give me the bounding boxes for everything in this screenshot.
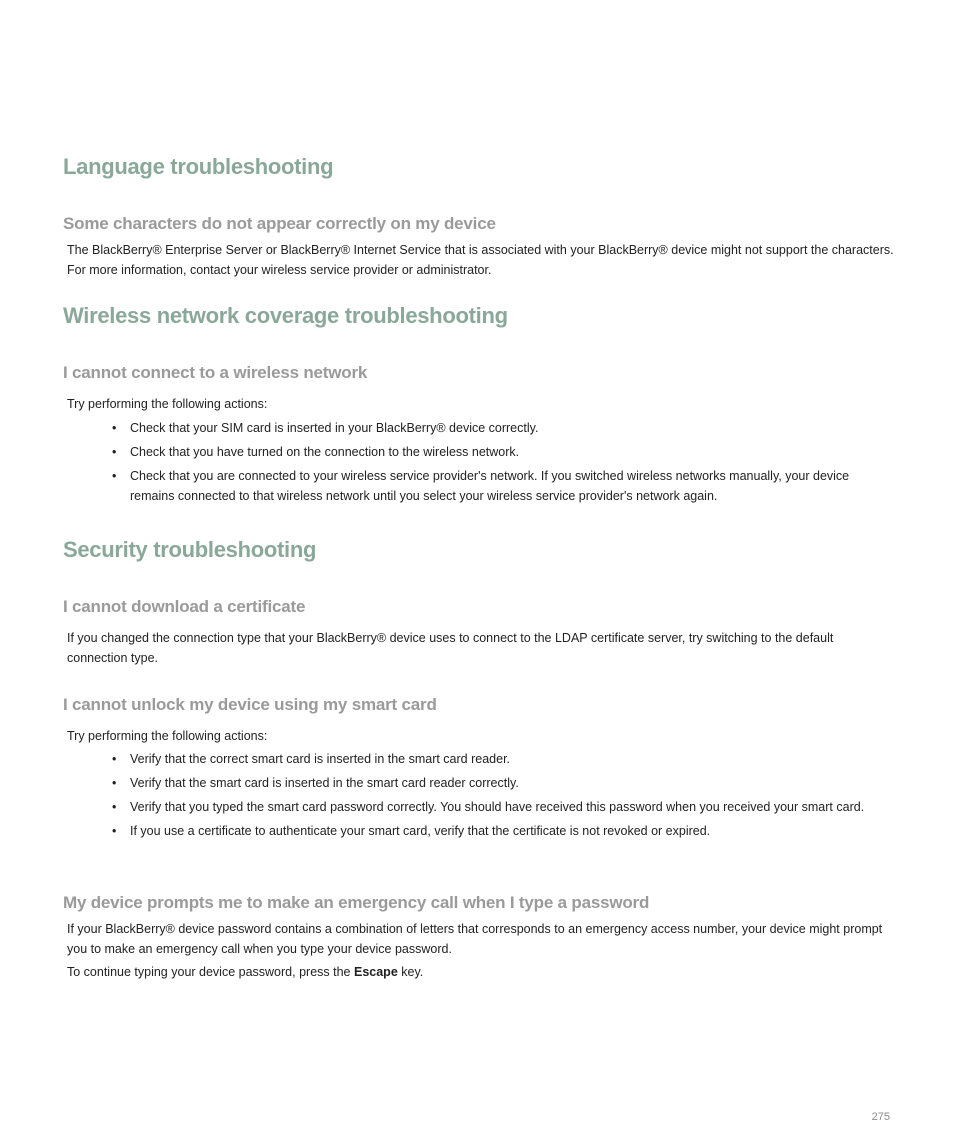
bullet-icon: • [112, 824, 117, 838]
bullet-icon: • [112, 421, 117, 435]
list-item-text: If you use a certificate to authenticate your smart card, verify that the certificate is not revoked or expired. [130, 824, 711, 838]
page-number: 275 [871, 1111, 890, 1123]
list-item [112, 822, 897, 842]
escape-text-before: To continue typing your device password, press the [67, 965, 351, 979]
list-item [112, 750, 897, 770]
list-item-text: Verify that you typed the smart card password correctly. You should have received this password when you received your smart card. [130, 800, 865, 814]
escape-key-label: Escape [353, 965, 398, 979]
list-item [112, 467, 897, 506]
list-item [112, 419, 897, 439]
section-title-language: Language troubleshooting [63, 154, 334, 179]
subsection-title-certificate: I cannot download a certificate [63, 597, 306, 616]
bullet-icon: • [112, 800, 117, 814]
list-item-text: Check that your SIM card is inserted in your BlackBerry® device correctly. [130, 421, 539, 435]
list-item-text: Verify that the smart card is inserted in the smart card reader correctly. [130, 776, 519, 790]
bullet-list-smart-card [112, 750, 897, 846]
list-item-text: Check that you are connected to your wireless service provider's network. If you switched wireless networks manually, your device remains connected to that wireless network until you select your wireless service provider's network again. [130, 469, 850, 503]
intro-smart-card: Try performing the following actions: [67, 729, 268, 743]
subsection-title-connect: I cannot connect to a wireless network [63, 363, 368, 382]
list-item [112, 443, 897, 463]
subsection-title-smart-card: I cannot unlock my device using my smart card [63, 695, 437, 714]
list-item-text: Check that you have turned on the connection to the wireless network. [130, 445, 520, 459]
bullet-list-connect [112, 419, 897, 511]
section-title-security: Security troubleshooting [63, 537, 317, 562]
paragraph-escape [67, 963, 897, 983]
bullet-icon: • [112, 752, 117, 766]
paragraph-characters: The BlackBerry® Enterprise Server or BlackBerry® Internet Service that is associated with your BlackBerry® device might not support the characters. For more information, contact your wireless service provider or administrator. [67, 243, 894, 277]
paragraph-certificate: If you changed the connection type that your BlackBerry® device uses to connect to the LDAP certificate server, try switching to the default connection type. [67, 631, 834, 665]
bullet-icon: • [112, 469, 117, 483]
intro-connect: Try performing the following actions: [67, 397, 268, 411]
escape-text-after: key. [401, 965, 424, 979]
subsection-title-characters: Some characters do not appear correctly on my device [63, 214, 496, 233]
list-item [112, 774, 897, 794]
subsection-title-emergency: My device prompts me to make an emergency call when I type a password [63, 893, 650, 912]
section-title-wireless: Wireless network coverage troubleshooting [63, 303, 508, 328]
bullet-icon: • [112, 776, 117, 790]
paragraph-emergency: If your BlackBerry® device password contains a combination of letters that corresponds to an emergency access number, your device might prompt you to make an emergency call when you type your device password. [67, 922, 883, 956]
list-item [112, 798, 897, 818]
list-item-text: Verify that the correct smart card is inserted in the smart card reader. [130, 752, 511, 766]
bullet-icon: • [112, 445, 117, 459]
